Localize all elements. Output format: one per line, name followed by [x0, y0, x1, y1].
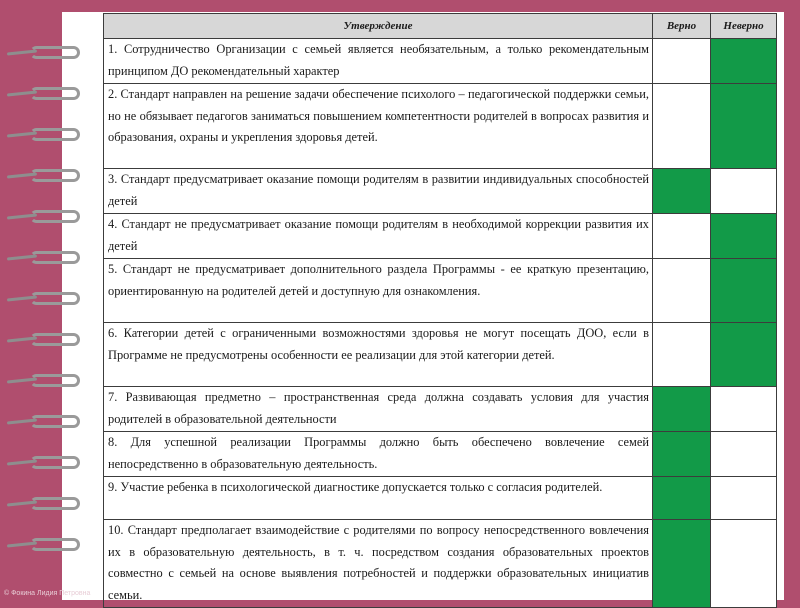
binding-ring: [30, 46, 80, 59]
true-answer-cell: [653, 214, 711, 259]
true-answer-cell: [653, 39, 711, 84]
true-answer-cell: [653, 387, 711, 432]
table-header-row: [104, 14, 777, 39]
binding-ring: [30, 415, 80, 428]
true-answer-cell: [653, 477, 711, 520]
binding-ring: [30, 210, 80, 223]
binding-ring: [30, 128, 80, 141]
binding-ring: [30, 251, 80, 264]
table-row: [104, 477, 777, 520]
table-row: [104, 169, 777, 214]
binding-ring: [30, 292, 80, 305]
statement-cell: 8. Для успешной реализации Программы должно быть обеспечено вовлечение семей непосредственно в образовательную деятельность.: [104, 432, 653, 477]
table-row: [104, 214, 777, 259]
false-answer-cell: [711, 323, 777, 387]
true-answer-cell: [653, 169, 711, 214]
binding-ring: [30, 374, 80, 387]
statement-cell: 4. Стандарт не предусматривает оказание помощи родителям в необходимой коррекции развития их детей: [104, 214, 653, 259]
statement-cell: 9. Участие ребенка в психологической диагностике допускается только с согласия родителей.: [104, 477, 653, 520]
statement-cell: 2. Стандарт направлен на решение задачи обеспечение психолого – педагогической поддержки семьи, но не обязывает педагогов заниматься повышением компетентности родителей в вопросах развития и образования, охраны и укрепления здоровья детей.: [104, 84, 653, 169]
author-credit: © Фокина Лидия Петровна: [4, 590, 91, 597]
statement-cell: 1. Сотрудничество Организации с семьей является необязательным, а только рекомендательным принципом ДО рекомендательный характер: [104, 39, 653, 84]
false-answer-cell: [711, 169, 777, 214]
false-answer-cell: [711, 84, 777, 169]
true-answer-cell: [653, 520, 711, 608]
binding-ring: [30, 456, 80, 469]
true-answer-cell: [653, 432, 711, 477]
true-answer-cell: [653, 84, 711, 169]
false-answer-cell: [711, 477, 777, 520]
binding-ring: [30, 497, 80, 510]
binding-ring: [30, 333, 80, 346]
statement-cell: 7. Развивающая предметно – пространственная среда должна создавать условия для участия родителей в образовательной деятельности: [104, 387, 653, 432]
table-row: [104, 84, 777, 169]
statement-cell: 10. Стандарт предполагает взаимодействие с родителями по вопросу непосредственного вовлечения их в образовательную деятельность, в т. ч. посредством создания образовательных проектов совместно с семьей на основе выявления потребностей и поддержки образовательных инициатив семьи.: [104, 520, 653, 608]
true-false-table: [103, 13, 777, 608]
table-row: [104, 39, 777, 84]
table-row: [104, 387, 777, 432]
false-answer-cell: [711, 387, 777, 432]
binding-ring: [30, 538, 80, 551]
true-column-header: Верно: [653, 14, 711, 39]
true-answer-cell: [653, 323, 711, 387]
true-answer-cell: [653, 259, 711, 323]
false-answer-cell: [711, 520, 777, 608]
false-answer-cell: [711, 39, 777, 84]
table-row: [104, 432, 777, 477]
table-row: [104, 323, 777, 387]
false-answer-cell: [711, 432, 777, 477]
statement-cell: 6. Категории детей с ограниченными возможностями здоровья не могут посещать ДОО, если в Программе не предусмотрены особенности ее реализации для этой категории детей.: [104, 323, 653, 387]
false-answer-cell: [711, 259, 777, 323]
binding-ring: [30, 87, 80, 100]
table-row: [104, 520, 777, 608]
binding-ring: [30, 169, 80, 182]
false-answer-cell: [711, 214, 777, 259]
statement-cell: 3. Стандарт предусматривает оказание помощи родителям в развитии индивидуальных способностей детей: [104, 169, 653, 214]
table-body: [104, 39, 777, 608]
statement-column-header: Утверждение: [104, 14, 653, 39]
statement-cell: 5. Стандарт не предусматривает дополнительного раздела Программы - ее краткую презентацию, ориентированную на родителей детей и доступную для ознакомления.: [104, 259, 653, 323]
table-row: [104, 259, 777, 323]
false-column-header: Неверно: [711, 14, 777, 39]
